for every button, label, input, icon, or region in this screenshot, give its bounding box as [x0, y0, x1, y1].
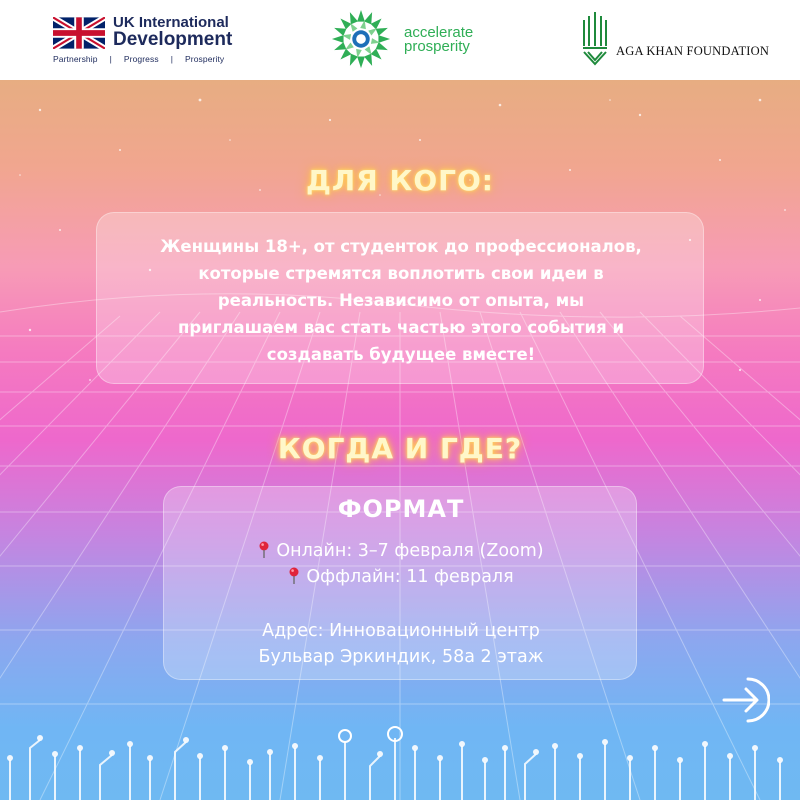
uk-logo-title-line1: UK International: [113, 14, 229, 31]
when-where-heading: КОГДА И ГДЕ?: [277, 432, 523, 465]
uk-international-development-logo: [53, 14, 243, 70]
uk-logo-title-line2: Development: [113, 29, 233, 50]
format-title: ФОРМАТ: [337, 495, 465, 523]
tagline-separator: |: [170, 54, 174, 64]
accelerate-prosperity-wordmark: [404, 26, 473, 54]
tagline-separator: |: [109, 54, 112, 64]
who-card: [96, 212, 704, 384]
who-line: приглашаем вас стать частью этого события и: [178, 318, 624, 337]
online-dates: Онлайн: 3–7 февраля (Zoom): [276, 541, 544, 561]
uk-logo-title: [113, 14, 232, 48]
who-line: создавать будущее вместе!: [266, 345, 536, 364]
who-line: Женщины 18+, от студенток до профессионалов,: [160, 237, 642, 256]
address-line2: Бульвар Эркиндик, 58а 2 этаж: [258, 647, 544, 667]
offline-date: Оффлайн: 11 февраля: [306, 567, 514, 587]
union-jack-flag-icon: [53, 17, 105, 49]
tagline-word: Prosperity: [185, 54, 225, 64]
accelerate-word: accelerate: [404, 24, 474, 41]
who-heading: ДЛЯ КОГО:: [305, 164, 495, 197]
who-line: которые стремятся воплотить свои идеи в: [198, 264, 604, 283]
address-line1: Адрес: Инновационный центр: [262, 621, 540, 641]
aga-khan-foundation-logo: [580, 12, 785, 70]
partner-logos-header: [0, 0, 800, 80]
arrow-right-circle-icon[interactable]: [718, 674, 770, 726]
online-line: [164, 541, 638, 561]
poster-background: [0, 80, 800, 800]
who-line: реальность. Независимо от опыта, мы: [217, 291, 585, 310]
akf-wordmark: AGA KHAN FOUNDATION: [616, 44, 770, 58]
tagline-word: Partnership: [53, 54, 98, 64]
round-pushpin-icon: [258, 541, 270, 559]
accelerate-prosperity-logo: [330, 8, 490, 72]
tagline-word: Progress: [123, 54, 159, 64]
format-card: [163, 486, 637, 680]
prosperity-word: prosperity: [404, 38, 470, 55]
uk-logo-tagline: [53, 54, 224, 64]
circuit-board-decoration: [0, 720, 800, 800]
who-description: [97, 233, 705, 368]
akf-emblem-icon: [580, 12, 610, 68]
offline-line: [164, 567, 638, 587]
round-pushpin-icon: [288, 567, 300, 585]
sunburst-emblem-icon: [330, 8, 392, 70]
